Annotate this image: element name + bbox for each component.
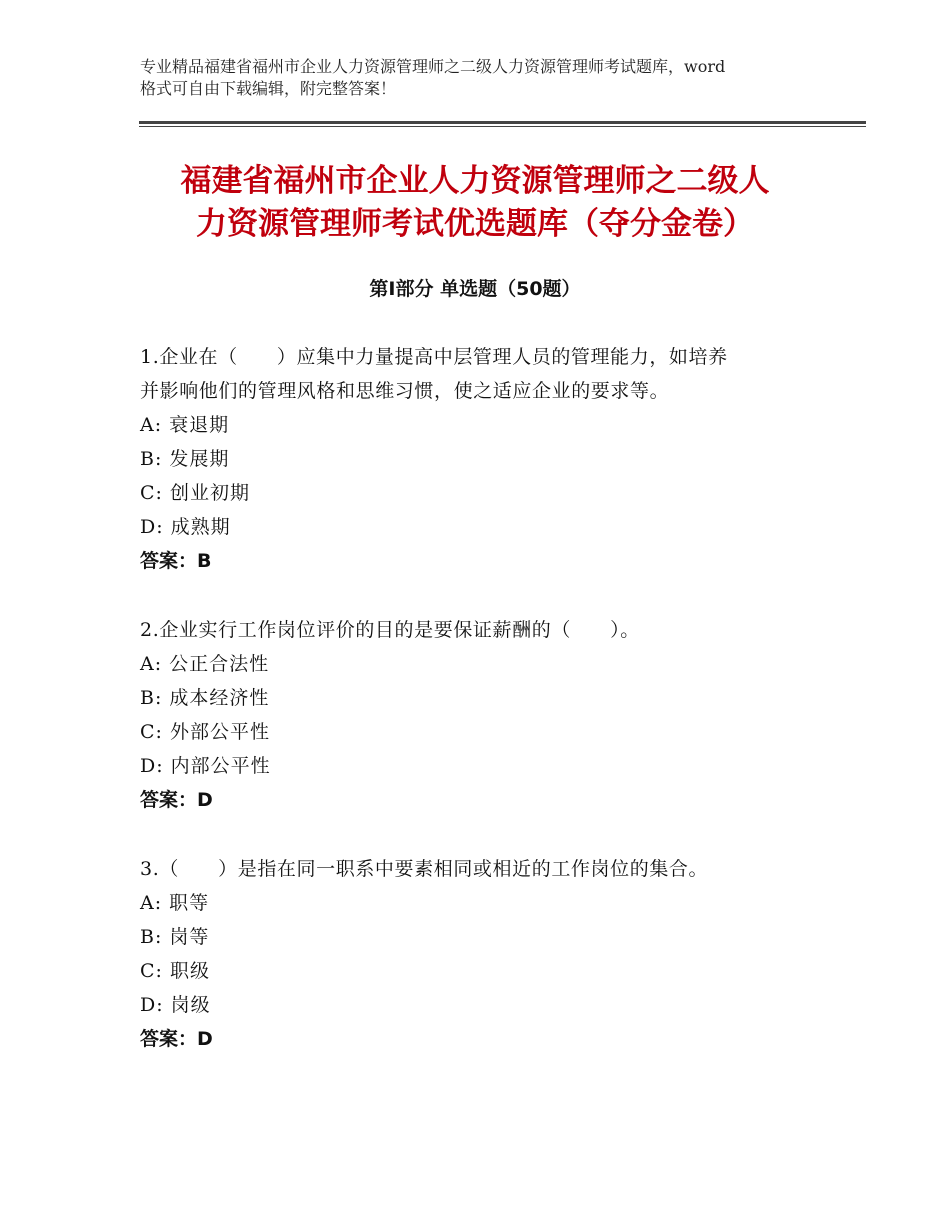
question-1 xyxy=(140,340,820,578)
title-line-2: 力资源管理师考试优选题库（夺分金卷） xyxy=(196,206,754,242)
answer: 答案：D xyxy=(140,1028,213,1050)
answer: 答案：B xyxy=(140,550,212,572)
question-text-line: 3.（ ）是指在同一职系中要素相同或相近的工作岗位的集合。 xyxy=(140,858,709,880)
answer: 答案：D xyxy=(140,789,213,811)
title-line-1: 福建省福州市企业人力资源管理师之二级人 xyxy=(180,163,770,199)
option-b: B: 发展期 xyxy=(140,448,230,470)
header-line-2: 格式可自由下载编辑，附完整答案！ xyxy=(140,79,397,98)
option-c: C: 创业初期 xyxy=(140,482,250,504)
page-header xyxy=(140,56,830,100)
document-title xyxy=(95,160,855,246)
question-3 xyxy=(140,852,820,1056)
question-2 xyxy=(140,613,820,817)
option-b: B: 成本经济性 xyxy=(140,687,270,709)
option-a: A: 衰退期 xyxy=(140,414,230,436)
header-divider-thick xyxy=(139,121,866,124)
header-line-1: 专业精品福建省福州市企业人力资源管理师之二级人力资源管理师考试题库，word xyxy=(140,57,726,76)
option-d: D: 岗级 xyxy=(140,994,211,1016)
option-b: B: 岗等 xyxy=(140,926,210,948)
question-text-line: 2.企业实行工作岗位评价的目的是要保证薪酬的（ ）。 xyxy=(140,619,640,641)
question-text-line: 并影响他们的管理风格和思维习惯，使之适应企业的要求等。 xyxy=(140,380,670,402)
option-c: C: 职级 xyxy=(140,960,210,982)
option-c: C: 外部公平性 xyxy=(140,721,270,743)
option-a: A: 职等 xyxy=(140,892,210,914)
option-a: A: 公正合法性 xyxy=(140,653,270,675)
option-d: D: 内部公平性 xyxy=(140,755,271,777)
question-text-line: 1.企业在（ ）应集中力量提高中层管理人员的管理能力，如培养 xyxy=(140,346,728,368)
header-divider-thin xyxy=(139,126,866,127)
option-d: D: 成熟期 xyxy=(140,516,231,538)
section-title: 第Ⅰ部分 单选题（50题） xyxy=(369,278,581,300)
